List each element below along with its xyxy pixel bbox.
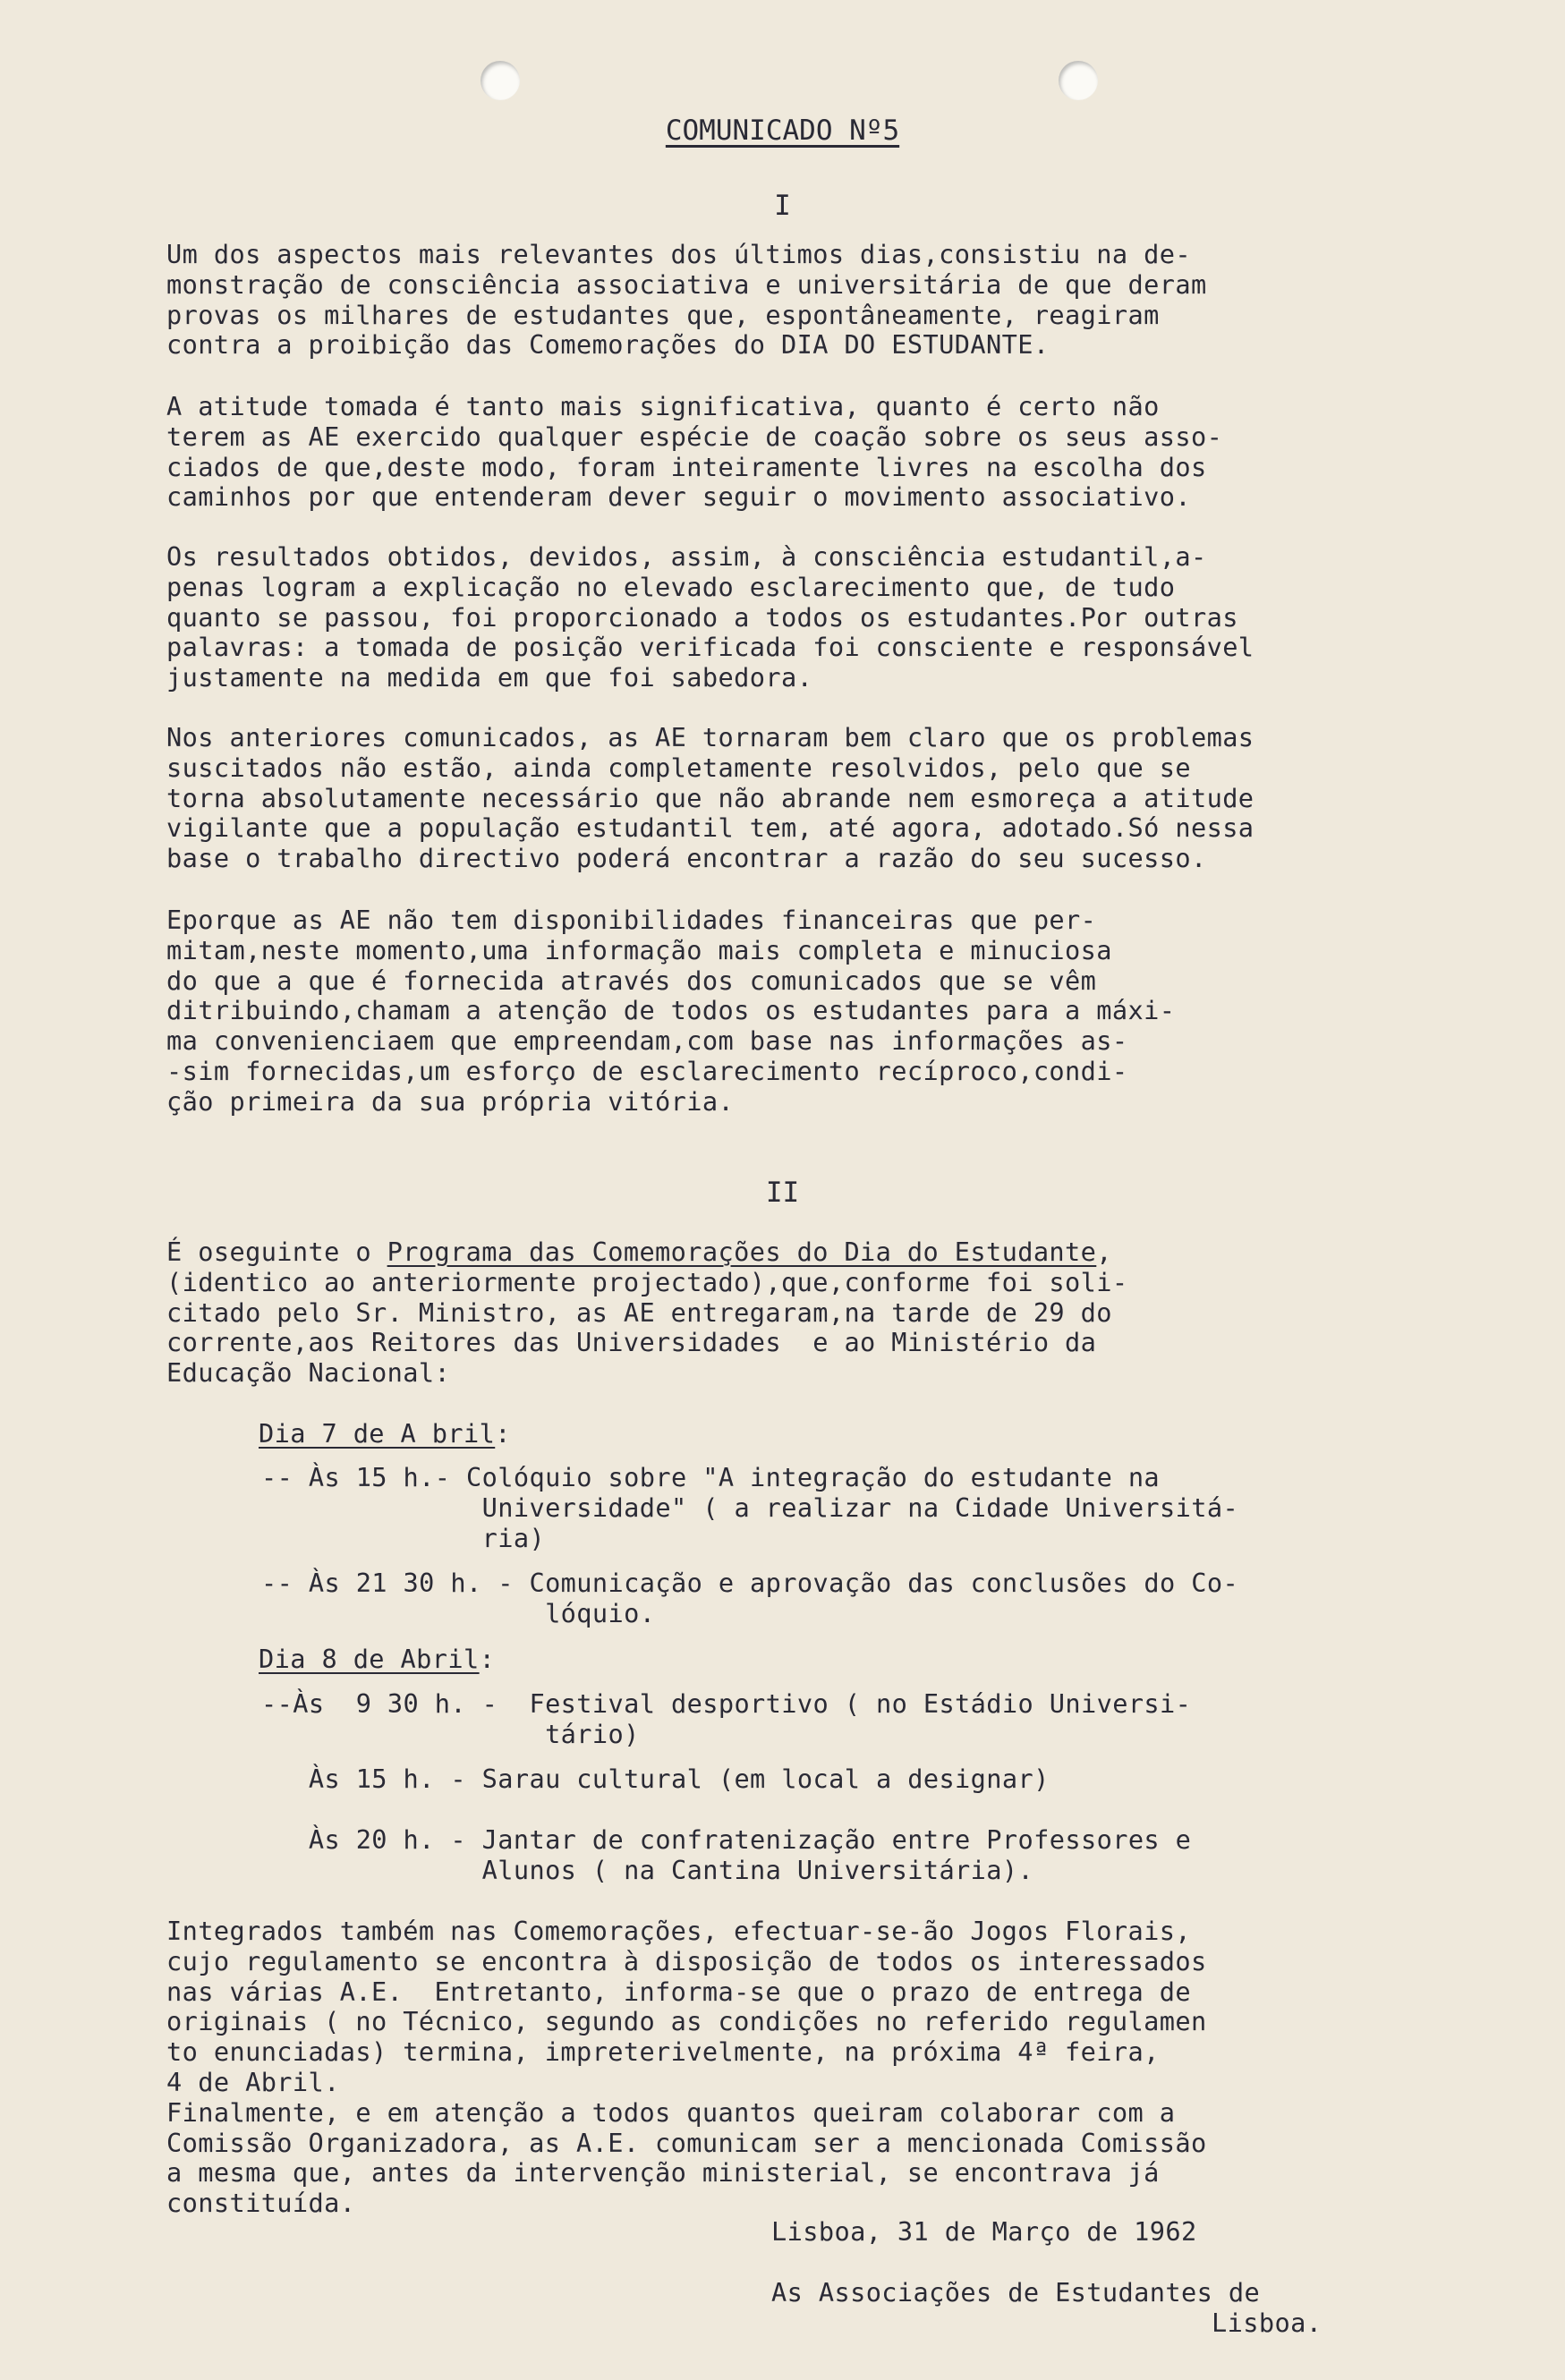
document-title: COMUNICADO Nº5: [665, 115, 900, 147]
paragraph-2: A atitude tomada é tanto mais significativa, quanto é certo não terem as AE exercido qualquer espécie de coação sobre os seus asso- ciados de que,deste modo, foram inteiramente livres na escolha dos caminhos por que entenderam dever seguir o movimento associativo.: [166, 391, 1223, 513]
place-date: Lisboa, 31 de Março de 1962: [771, 2216, 1197, 2247]
day2-item-1: --Às 9 30 h. - Festival desportivo ( no Estádio Universi- tário): [261, 1688, 1192, 1749]
day2-heading: Dia 8 de Abril:: [259, 1644, 496, 1674]
signature-line-1: As Associações de Estudantes de: [771, 2277, 1261, 2308]
day1-item-2: -- Às 21 30 h. - Comunicação e aprovação das conclusões do Co- lóquio.: [261, 1568, 1239, 1628]
day2-item-3: Às 20 h. - Jantar de confratenização entre Professores e Alunos ( na Cantina Universitária).: [308, 1824, 1192, 1885]
day2-item-2: Às 15 h. - Sarau cultural (em local a designar): [261, 1764, 1050, 1794]
program-intro-rest: , (identico ao anteriormente projectado),que,conforme foi soli- citado pelo Sr. Ministro, as AE entregaram,na tarde de 29 do corrente,aos Reitores das Universidades e ao Ministério da Educação Nacional:: [166, 1237, 1128, 1389]
signature-line-2: Lisboa.: [1212, 2308, 1323, 2338]
day1-item-1: -- Às 15 h.- Colóquio sobre "A integração do estudante na Universidade" ( a realizar na Cidade Universitá- ria): [261, 1462, 1239, 1553]
punch-hole-left: [481, 61, 520, 100]
paragraph-1: Um dos aspectos mais relevantes dos últimos dias,consistiu na de- monstração de consciência associativa e universitária de que deram provas os milhares de estudantes que, espontâneamente, reagiram contra a proibição das Comemorações do DIA DO ESTUDANTE.: [166, 239, 1207, 361]
punch-hole-right: [1059, 61, 1098, 100]
day1-heading: Dia 7 de A bril:: [259, 1418, 511, 1449]
paragraph-3: Os resultados obtidos, devidos, assim, à consciência estudantil,a- penas logram a explicação no elevado esclarecimento que, de tudo quanto se passou, foi proporcionado a todos os estudantes.Por outras palavras: a tomada de posição verificada foi consciente e responsável justamente na medida em que foi sabedora.: [166, 541, 1255, 693]
paragraph-jogos-florais: Integrados também nas Comemorações, efectuar-se-ão Jogos Florais, cujo regulamento se encontra à disposição de todos os interessados nas várias A.E. Entretanto, informa-se que o prazo de entrega de originais ( no Técnico, segundo as condições no referido regulamen to enunciadas) termina, impreterivelmente, na próxima 4ª feira, 4 de Abril. Finalmente, e em atenção a todos quantos queiram colaborar com a Comissão Organizadora, as A.E. comunicam ser a mencionada Comissão a mesma que, antes da intervenção ministerial, se encontrava já constituída.: [166, 1916, 1207, 2219]
program-intro-prefix: É oseguinte o: [166, 1237, 387, 1267]
program-title: Programa das Comemorações do Dia do Estudante: [387, 1237, 1097, 1267]
section-numeral-1: I: [774, 190, 791, 222]
section-numeral-2: II: [765, 1177, 800, 1209]
paragraph-5: Eporque as AE não tem disponibilidades financeiras que per- mitam,neste momento,uma informação mais completa e minuciosa do que a que é fornecida através dos comunicados que se vêm ditribuindo,chamam a atenção de todos os estudantes para a máxi- ma convenienciaem que empreendam,com base nas informações as- -sim fornecidas,um esforço de esclarecimento recíproco,condi- ção primeira da sua própria vitória.: [166, 905, 1176, 1117]
paragraph-4: Nos anteriores comunicados, as AE tornaram bem claro que os problemas suscitados não estão, ainda completamente resolvidos, pelo que se torna absolutamente necessário que não abrande nem esmoreça a atitude vigilante que a população estudantil tem, até agora, adotado.Só nessa base o trabalho directivo poderá encontrar a razão do seu sucesso.: [166, 722, 1255, 874]
program-intro: [166, 1237, 1410, 1389]
